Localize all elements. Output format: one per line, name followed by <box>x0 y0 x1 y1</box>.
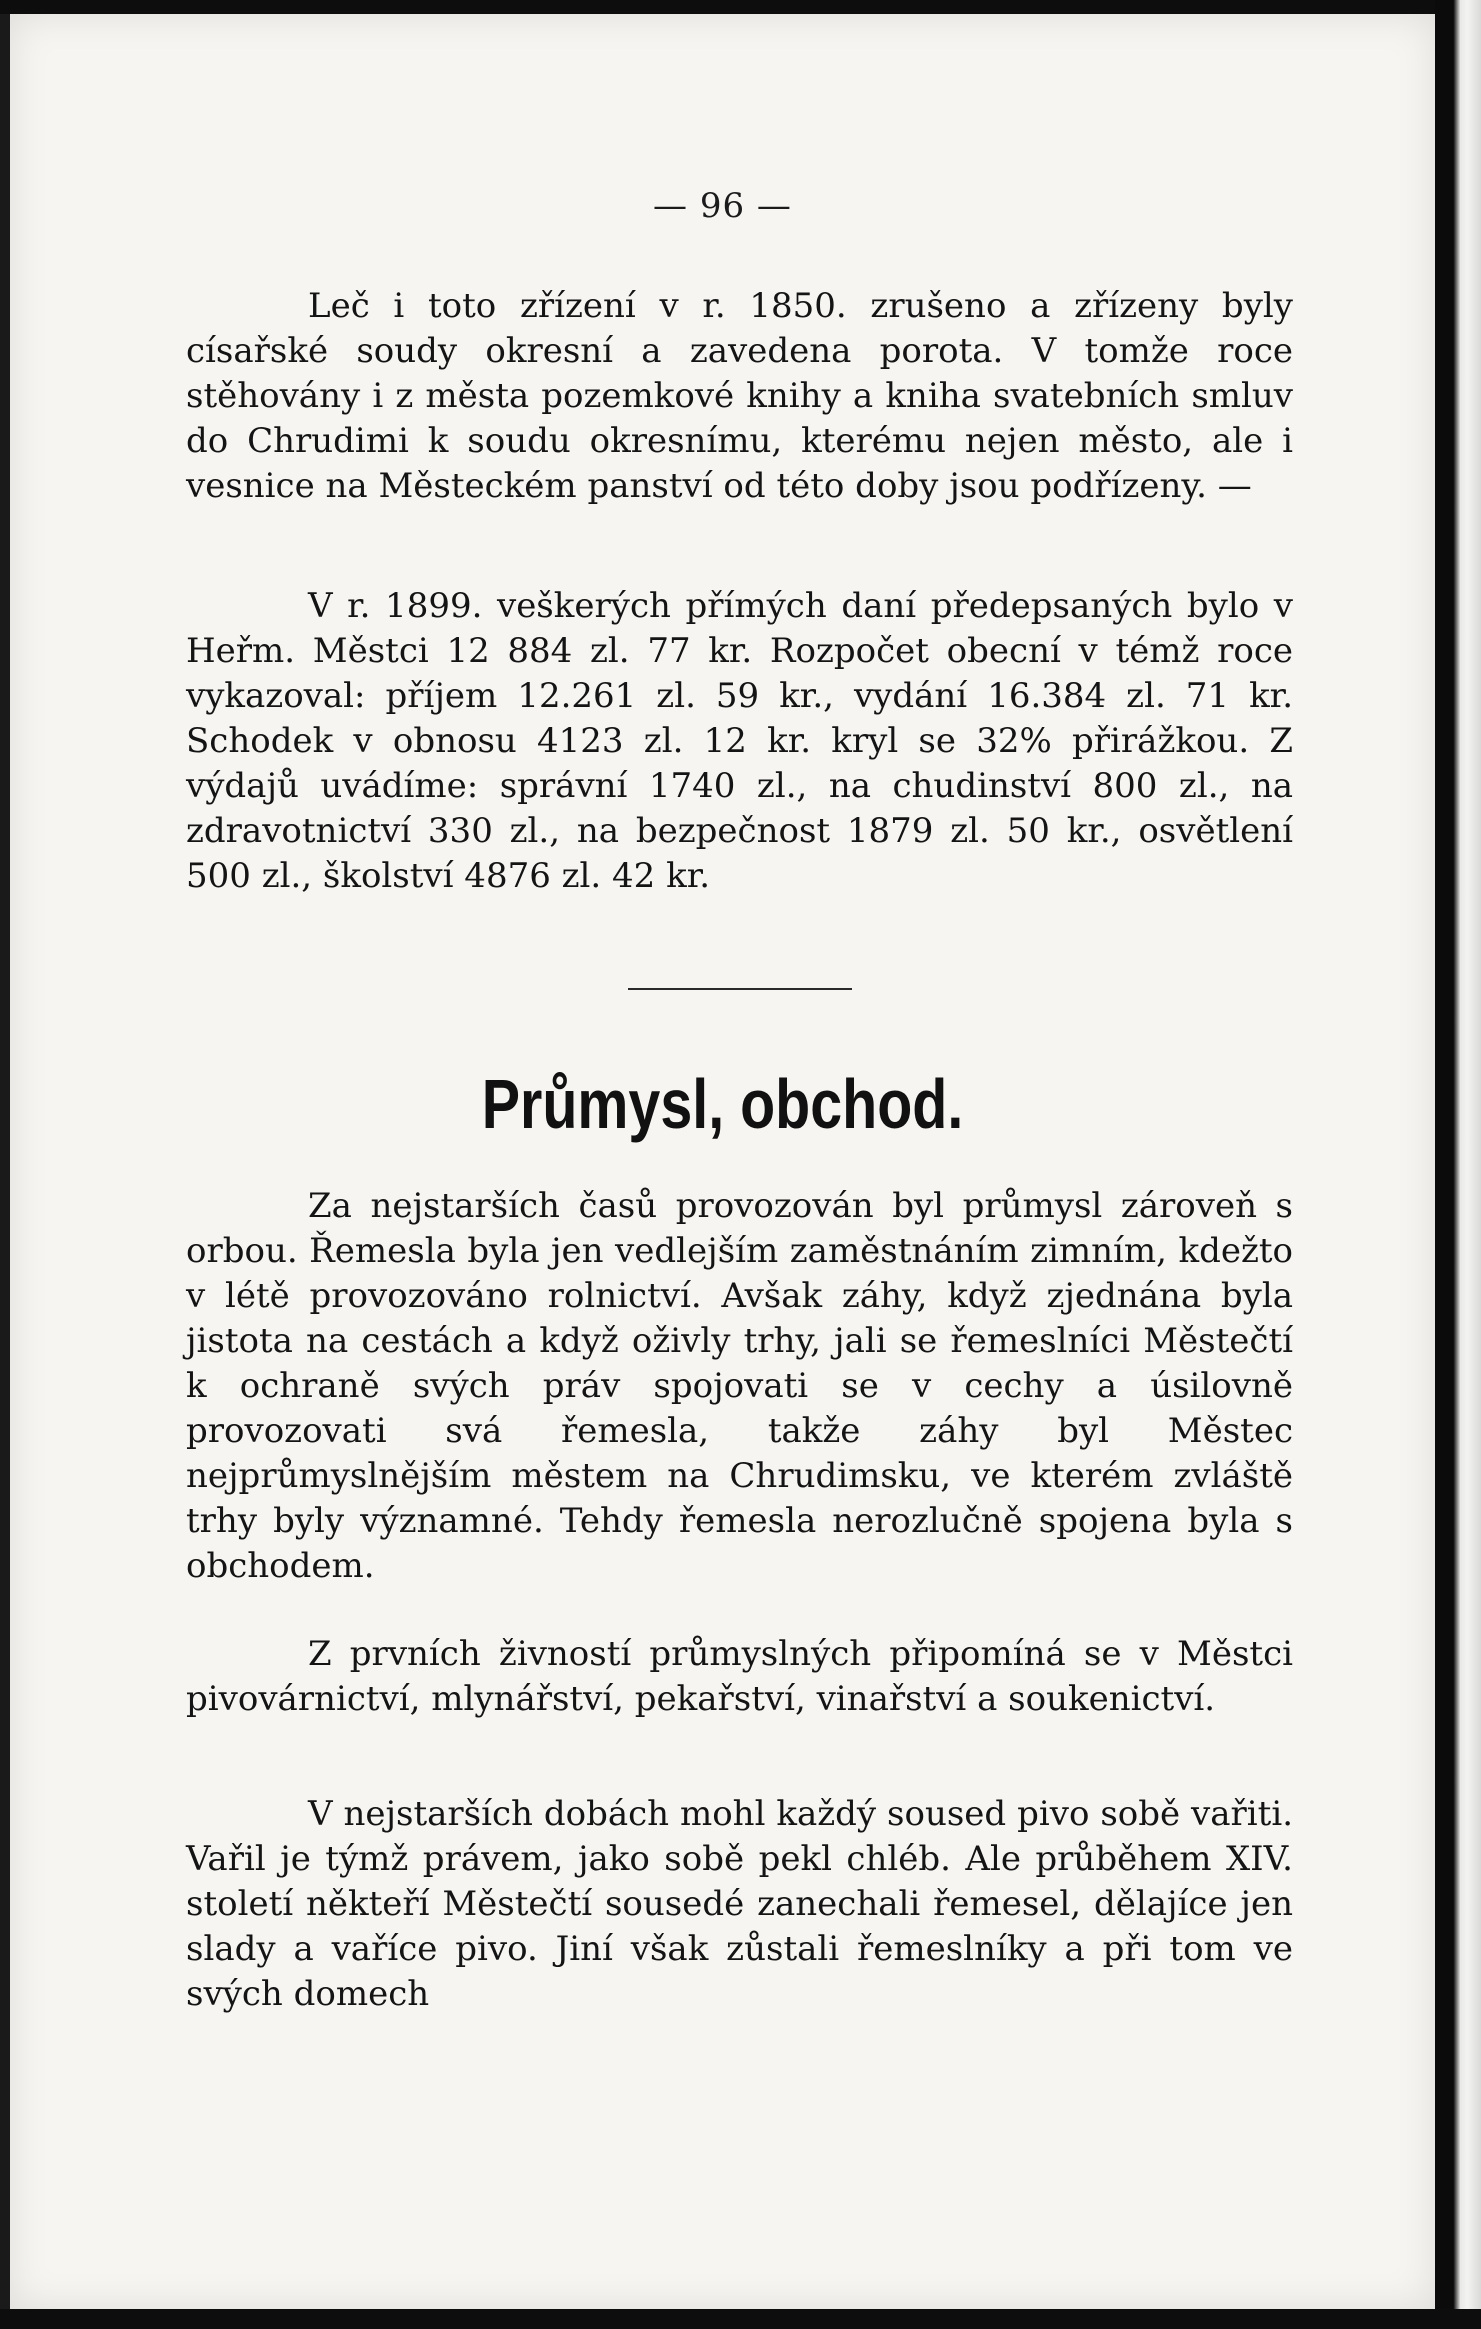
paragraph-text: Z prvních živností průmyslných připomíná se v Městci pivovárnictví, mlynářství, pekařství, vinařství a soukenictví. <box>186 1634 1293 1719</box>
paragraph-brewing <box>186 1792 1293 2017</box>
section-divider <box>628 988 852 990</box>
book-page <box>10 14 1435 2309</box>
scan-border-top <box>0 0 1481 14</box>
paragraph-industry <box>186 1184 1293 1589</box>
paragraph-budget <box>186 584 1293 899</box>
scan-border-bottom <box>0 2309 1481 2329</box>
paragraph-trades <box>186 1632 1293 1722</box>
paragraph-text: V r. 1899. veškerých přímých daní předepsaných bylo v Heřm. Městci 12 884 zl. 77 kr. Rozpočet obecní v témž roce vykazoval: příjem 12.261 zl. 59 kr., vydání 16.384 zl. 71 kr. Schodek v obnosu 4123 zl. 12 kr. kryl se 32% přirážkou. Z výdajů uvádíme: správní 1740 zl., na chudinství 800 zl., na zdravotnictví 330 zl., na bezpečnost 1879 zl. 50 kr., osvětlení 500 zl., školství 4876 zl. 42 kr. <box>186 586 1293 896</box>
section-heading: Průmysl, obchod. <box>481 1065 964 1143</box>
paragraph-text: V nejstarších dobách mohl každý soused pivo sobě vařiti. Vařil je týmž právem, jako sobě pekl chléb. Ale průběhem XIV. století někteří Městečtí sousedé zanechali řemesel, dělajíce jen slady a vaříce pivo. Jiní však zůstali řemeslníky a při tom ve svých domech <box>186 1794 1293 2014</box>
paragraph-text: Za nejstarších časů provozován byl průmysl zároveň s orbou. Řemesla byla jen vedlejším zaměstnáním zimním, kdežto v létě provozováno rolnictví. Avšak záhy, když zjednána byla jistota na cestách a když oživly trhy, jali se řemeslníci Městečtí k ochraně svých práv spojovati se v cechy a úsilovně provozovati svá řemesla, takže záhy byl Městec nejprůmyslnějším městem na Chrudimsku, ve kterém zvláště trhy byly významné. Tehdy řemesla nerozlučně spojena byla s obchodem. <box>186 1186 1293 1586</box>
scan-border-right <box>1435 0 1481 2329</box>
page-number: — 96 — <box>653 186 792 226</box>
paragraph-courts <box>186 284 1293 509</box>
paragraph-text: Leč i toto zřízení v r. 1850. zrušeno a zřízeny byly císařské soudy okresní a zavedena porota. V tomže roce stěhovány i z města pozemkové knihy a kniha svatebních smluv do Chrudimi k soudu okresnímu, kterému nejen město, ale i vesnice na Městeckém panství od této doby jsou podřízeny. — <box>186 286 1293 506</box>
